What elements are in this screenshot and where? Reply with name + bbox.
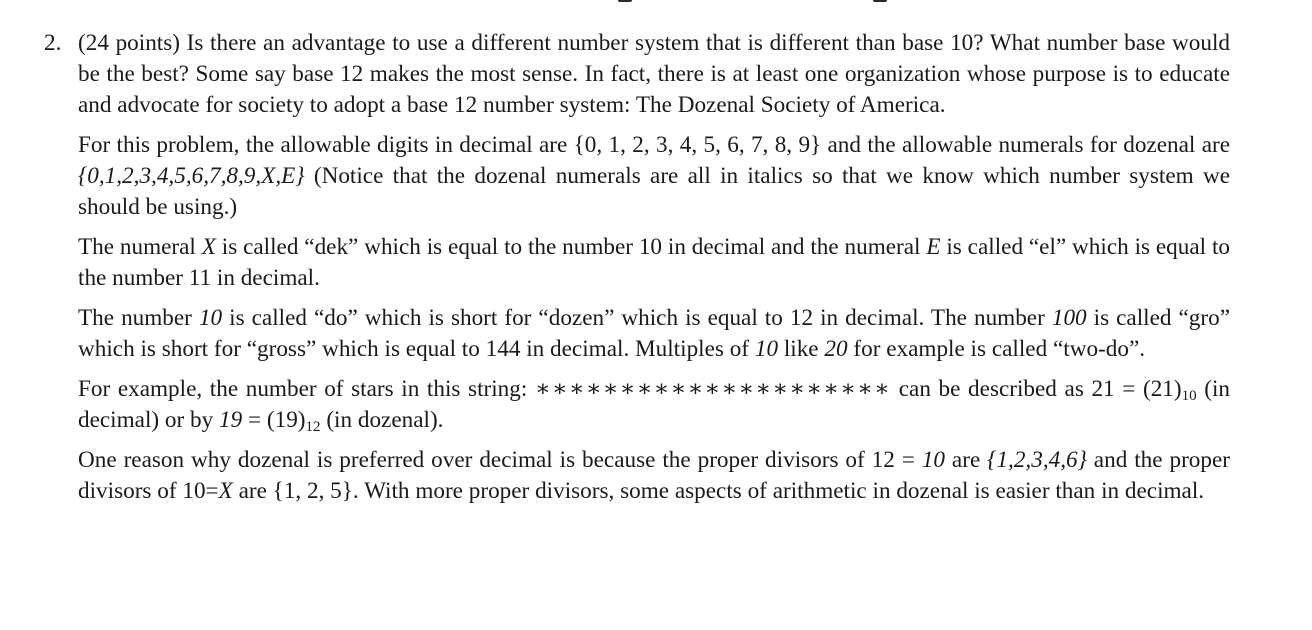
paragraph-dek-el: The numeral X is called “dek” which is equal to the number 10 in decimal and the numeral E is called “el” which is equal to the number 11 in decimal. bbox=[78, 234, 1230, 291]
star-string: ∗∗∗∗∗∗∗∗∗∗∗∗∗∗∗∗∗∗∗∗∗ bbox=[534, 376, 892, 402]
paragraph-intro: (24 points) Is there an advantage to use a different number system that is different than base 10? What number base would be the best? Some say base 12 makes the most sense. In fact, there is at least one organization whose purpose is to educate and advocate for society to adopt a base 12 number system: The Dozenal Society of America. bbox=[78, 30, 1230, 118]
problem-2 bbox=[44, 28, 1230, 516]
paragraph-stars-example: For example, the number of stars in this string: ∗∗∗∗∗∗∗∗∗∗∗∗∗∗∗∗∗∗∗∗∗ can be described as $21 = (21)_{10}$ (in decimal) or by $19 = (19)_{12}$ (in dozenal). bbox=[78, 376, 1231, 435]
problem-body bbox=[78, 28, 1230, 507]
clipped-previous-text bbox=[0, 0, 1312, 4]
paragraph-divisors: One reason why dozenal is preferred over decimal is because the proper divisors of 12 = 10 are {1,2,3,4,6} and the proper divisors of 10=X are {1, 2, 5}. With more proper divisors, some aspects of arithmetic in dozenal is easier than in decimal. bbox=[78, 447, 1230, 504]
problem-number: 2. bbox=[44, 30, 62, 56]
paragraph-digits: For this problem, the allowable digits in decimal are {0, 1, 2, 3, 4, 5, 6, 7, 8, 9} and the allowable numerals for dozenal are {0,1,2,3,4,5,6,7,8,9,X,E} (Notice that the dozenal numerals are all in italics so that we know which number system we should be using.) bbox=[78, 132, 1230, 220]
paragraph-do-gro: The number 10 is called “do” which is short for “dozen” which is equal to 12 in decimal. The number 100 is called “gro” which is short for “gross” which is equal to 144 in decimal. Multiples of 10 like 20 for example is called “two-do”. bbox=[78, 305, 1231, 362]
